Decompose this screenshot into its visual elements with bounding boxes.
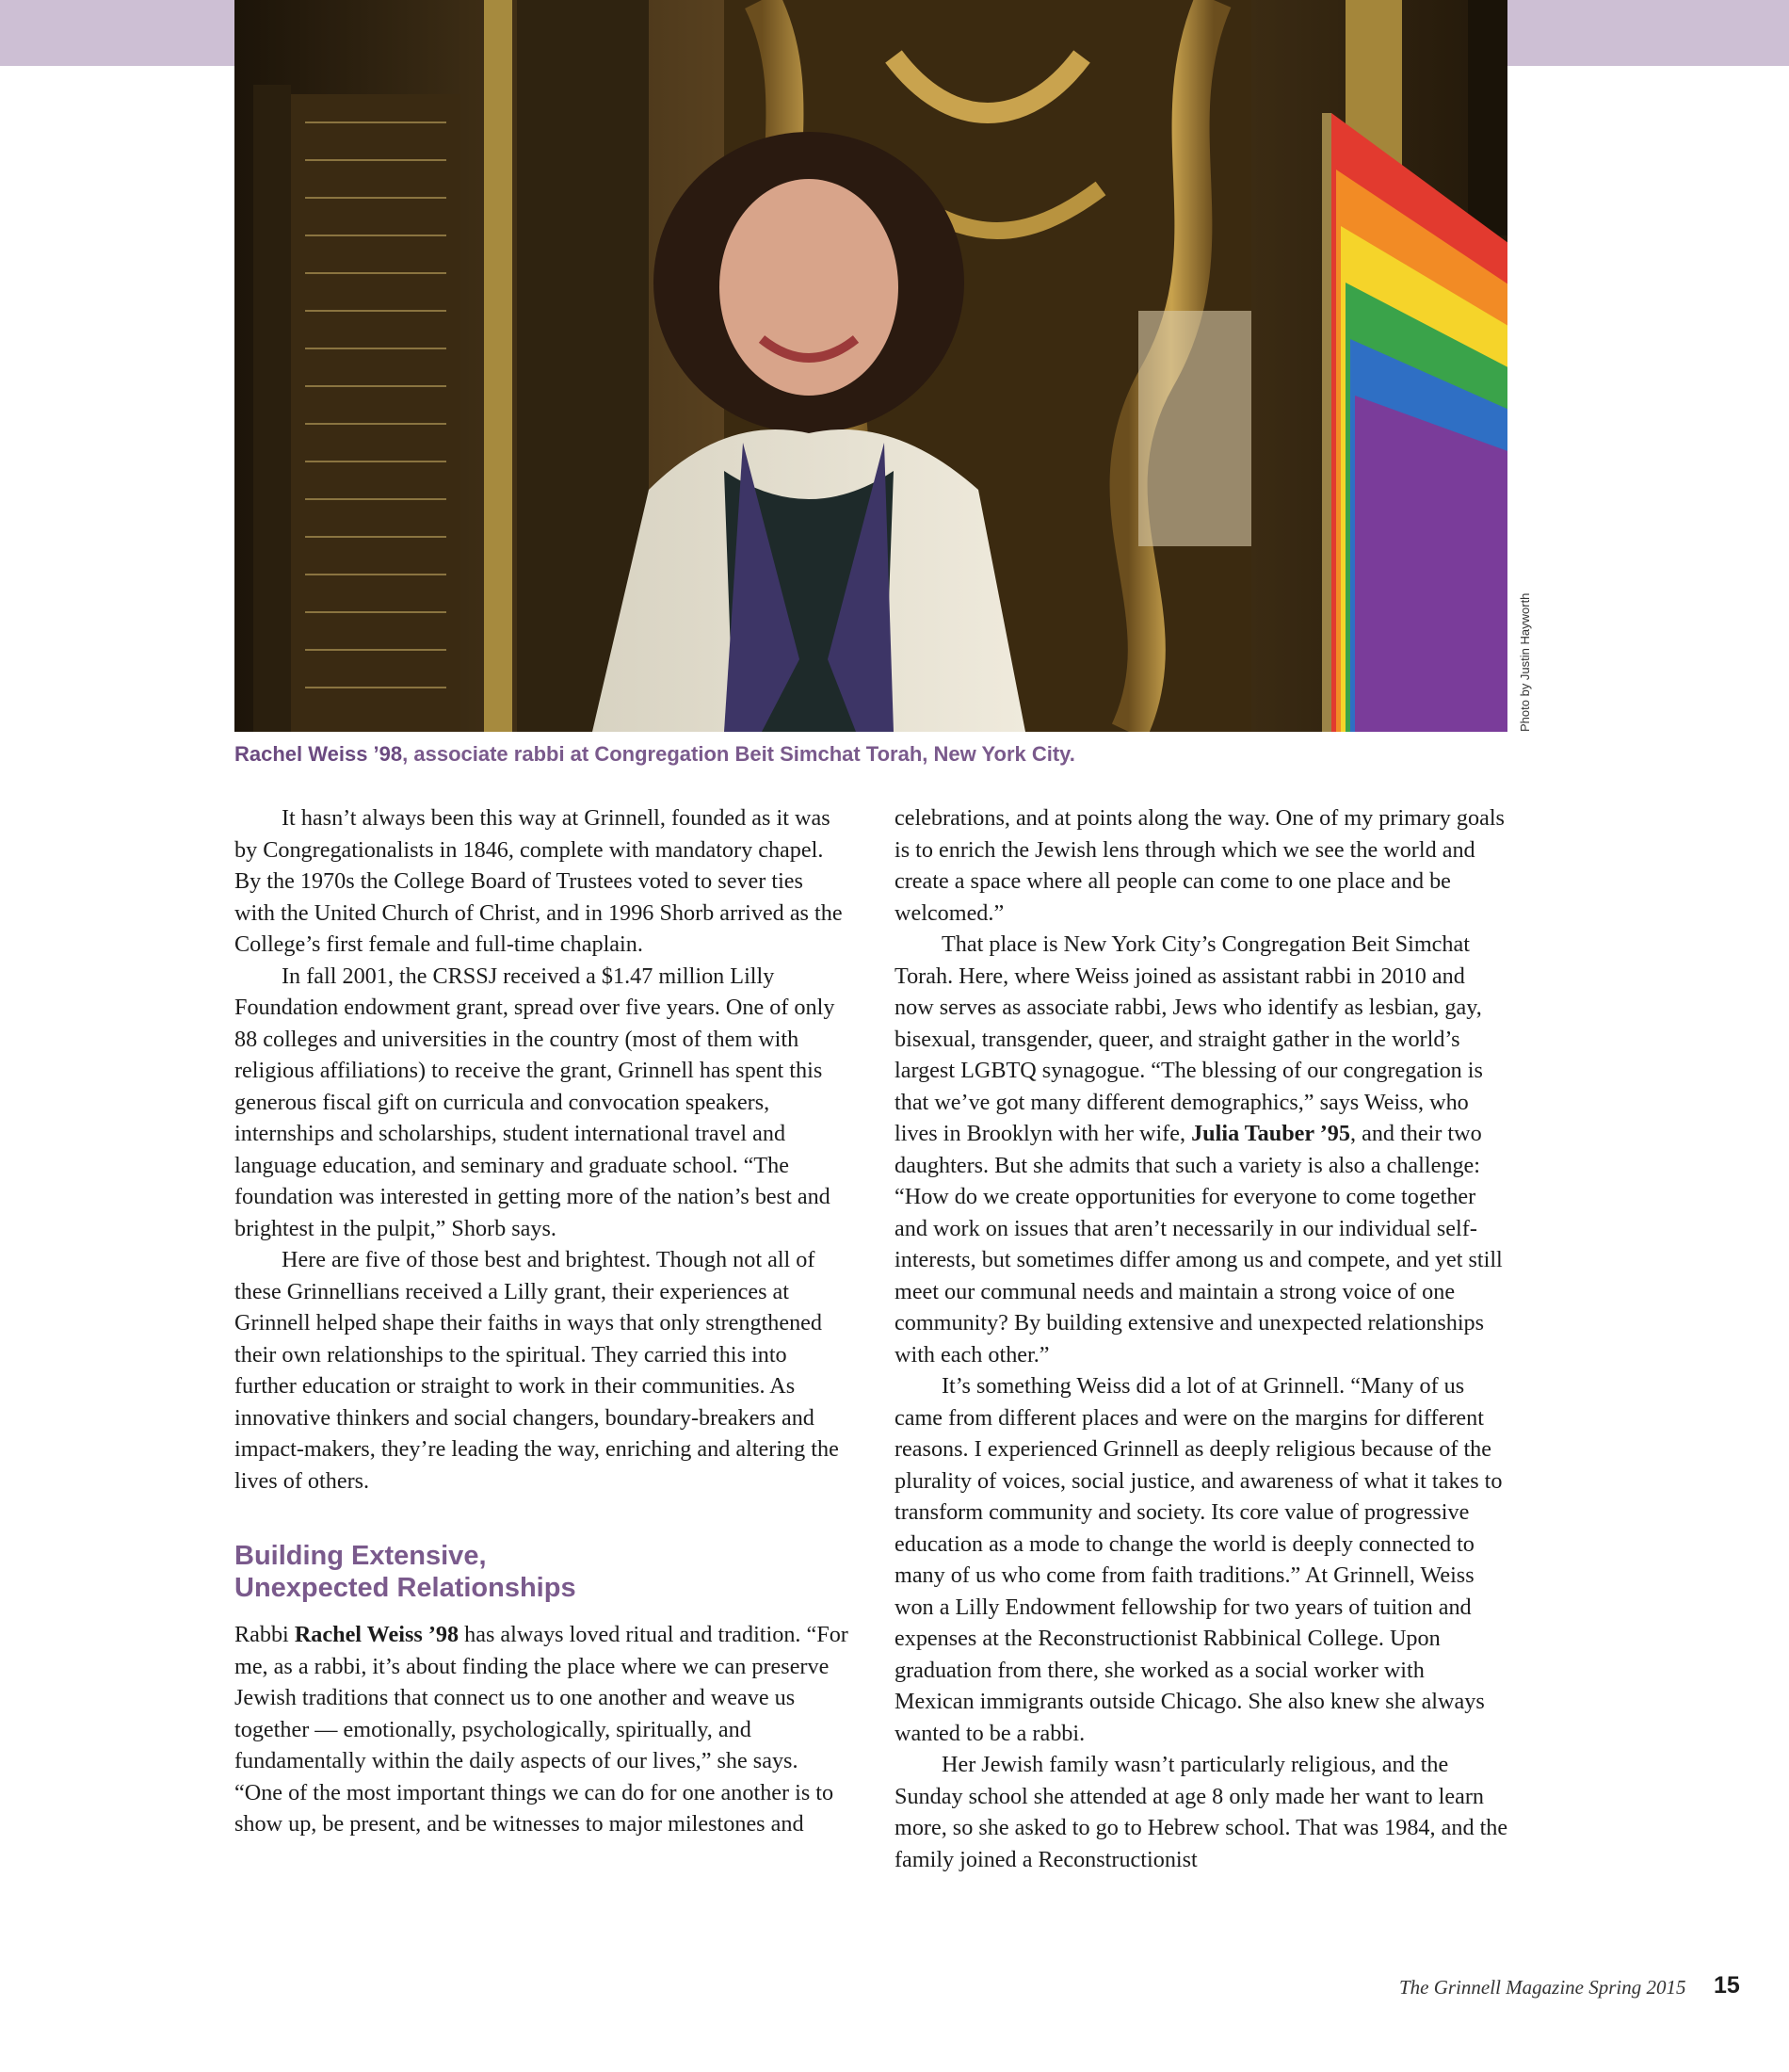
text-run: That place is New York City’s Congregation Beit Simchat Torah. Here, where Weiss joined as assistant rabbi in 2010 and now serves as associate rabbi, Jews who identify as lesbian, gay, bisexual, transgender, queer, and straight gather in the world’s largest LGBTQ synagogue. “The blessing of our congregation is that we’ve got many different demographics,” says Weiss, who lives in Brooklyn with her wife, [894, 931, 1483, 1146]
heading-line: Unexpected Relationships [234, 1573, 576, 1603]
paragraph: Here are five of those best and brightest. Though not all of these Grinnellians received a Lilly grant, their experiences at Grinnell helped shape their faiths in ways that only strengthened their own relationships to the spiritual. They carried this into further education or straight to work in their communities. As innovative thinkers and social changers, boundary-breakers and impact-makers, they’re leading the way, enriching and altering the lives of others. [234, 1247, 839, 1494]
section-heading [234, 1540, 848, 1604]
magazine-title: The Grinnell Magazine Spring 2015 [1399, 1976, 1686, 1999]
photo-illustration [234, 0, 1507, 732]
text-run: Rabbi [234, 1622, 295, 1647]
paragraph: Her Jewish family wasn’t particularly religious, and the Sunday school she attended at age 8 only made her want to learn more, so she asked to go to Hebrew school. That was 1984, and the family joined a Reconstructionist [894, 1752, 1508, 1872]
paragraph: In fall 2001, the CRSSJ received a $1.47 million Lilly Foundation endowment grant, spread over five years. One of only 88 colleges and universities in the country (most of them with religious affiliations) to receive the grant, Grinnell has spent this generous fiscal gift on curricula and convocation speakers, internships and scholarships, student international travel and language education, and seminary and graduate school. “The foundation was interested in getting more of the nation’s best and brightest in the pulpit,” Shorb says. [234, 963, 835, 1241]
caption-text: , associate rabbi at Congregation Beit Simchat Torah, New York City. [402, 742, 1075, 766]
person-name: Rachel Weiss ’98 [294, 1622, 459, 1647]
feature-photo [234, 0, 1507, 732]
paragraph: It’s something Weiss did a lot of at Grinnell. “Many of us came from different places and were on the margins for different reasons. I experienced Grinnell as deeply religious because of the plurality of voices, social justice, and awareness of what it takes to transform community and society. Its core value of progressive education as a mode to change the world is deeply connected to many of us who come from faith traditions.” At Grinnell, Weiss won a Lilly Endowment fellowship for two years of tuition and expenses at the Reconstructionist Rabbinical College. Upon graduation from there, she worked as a social worker with Mexican immigrants outside Chicago. She also knew she always wanted to be a rabbi. [894, 1373, 1503, 1746]
paragraph [894, 929, 1508, 1370]
left-column [234, 802, 848, 1840]
caption-name: Rachel Weiss ’98 [234, 742, 403, 766]
text-run: , and their two daughters. But she admits that such a variety is also a challenge: “How do we create opportunities for everyone to come together and work on issues that aren’t necessarily in our individual self-interests, but sometimes differ among us and compete, and yet still meet our communal needs and maintain a strong voice of one community? By building extensive and unexpected relationships with each other.” [894, 1121, 1503, 1368]
heading-line: Building Extensive, [234, 1541, 487, 1571]
paragraph [234, 1619, 848, 1840]
photo-credit: Photo by Justin Hayworth [1518, 592, 1532, 732]
person-name: Julia Tauber ’95 [1191, 1121, 1350, 1146]
paragraph: celebrations, and at points along the way. One of my primary goals is to enrich the Jewish lens through which we see the world and create a space where all people can come to one place and be welcomed.” [894, 805, 1505, 926]
page-number: 15 [1714, 1972, 1740, 1999]
paragraph: It hasn’t always been this way at Grinnell, founded as it was by Congregationalists in 1846, complete with mandatory chapel. By the 1970s the College Board of Trustees voted to sever ties with the United Church of Christ, and in 1996 Shorb arrived as the College’s first female and full-time chaplain. [234, 805, 843, 957]
right-column [894, 802, 1508, 1875]
text-run: has always loved ritual and tradition. “For me, as a rabbi, it’s about finding the place where we can preserve Jewish traditions that connect us to one another and weave us together — emotionally, psychologically, spiritually, and fundamentally within the daily aspects of our lives,” she says. “One of the most important things we can do for one another is to show up, be present, and be witnesses to major milestones and [234, 1622, 848, 1837]
photo-caption [234, 742, 1507, 767]
